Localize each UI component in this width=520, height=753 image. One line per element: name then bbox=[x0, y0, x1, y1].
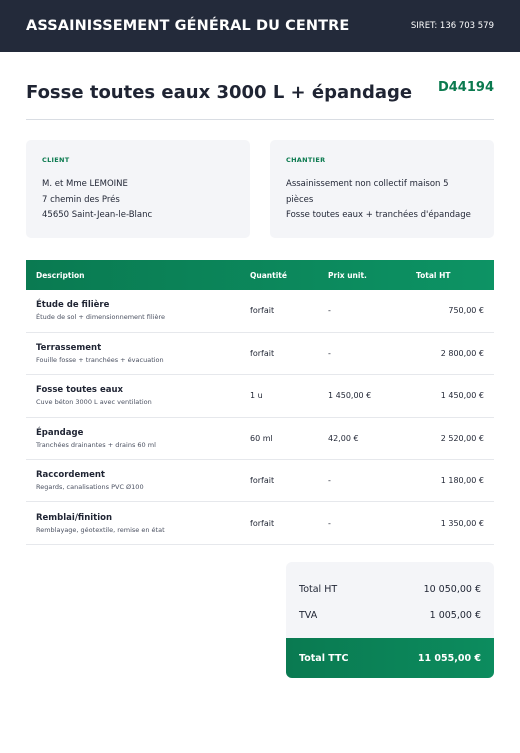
item-detail: Tranchées drainantes + drains 60 ml bbox=[36, 440, 156, 449]
row-quantity: forfait bbox=[241, 290, 319, 332]
total-ht-label: Total HT bbox=[299, 583, 338, 595]
row-description bbox=[26, 290, 241, 332]
row-quantity: forfait bbox=[241, 460, 319, 502]
row-unit-price: - bbox=[319, 332, 407, 374]
document-title: Fosse toutes eaux 3000 L + épandage bbox=[26, 82, 413, 103]
siret-number: SIRET: 136 703 579 bbox=[410, 21, 494, 31]
tva-row bbox=[286, 603, 494, 630]
client-card bbox=[26, 140, 250, 238]
item-name: Raccordement bbox=[36, 470, 105, 481]
total-ttc-label: Total TTC bbox=[299, 652, 349, 664]
table-row bbox=[26, 375, 494, 417]
client-name: M. et Mme LEMOINE bbox=[42, 179, 128, 189]
info-cards bbox=[26, 140, 494, 238]
item-detail: Cuve béton 3000 L avec ventilation bbox=[36, 398, 152, 407]
row-description bbox=[26, 375, 241, 417]
header-unit-price: Prix unit. bbox=[328, 270, 367, 280]
table-row bbox=[26, 290, 494, 332]
tva-label: TVA bbox=[299, 610, 318, 622]
row-total: 1 350,00 € bbox=[407, 502, 494, 544]
item-name: Remblai/finition bbox=[36, 512, 113, 523]
client-city: 45650 Saint-Jean-le-Blanc bbox=[42, 210, 153, 220]
row-unit-price: 1 450,00 € bbox=[319, 375, 407, 417]
row-total: 2 520,00 € bbox=[407, 417, 494, 459]
item-name: Fosse toutes eaux bbox=[36, 385, 123, 396]
row-total: 1 180,00 € bbox=[407, 460, 494, 502]
row-unit-price: - bbox=[319, 290, 407, 332]
item-detail: Étude de sol + dimensionnement filière bbox=[36, 313, 165, 322]
row-description bbox=[26, 460, 241, 502]
item-detail: Remblayage, géotextile, remise en état bbox=[36, 525, 165, 534]
total-ht-value: 10 050,00 € bbox=[423, 583, 481, 595]
client-label: CLIENT bbox=[42, 156, 70, 164]
total-ttc-value: 11 055,00 € bbox=[417, 652, 481, 664]
row-description bbox=[26, 332, 241, 374]
total-ht-row bbox=[286, 576, 494, 603]
header-description: Description bbox=[36, 270, 85, 280]
row-unit-price: - bbox=[319, 460, 407, 502]
items-table bbox=[26, 260, 494, 545]
table-row bbox=[26, 502, 494, 544]
row-total: 1 450,00 € bbox=[407, 375, 494, 417]
header-bar bbox=[0, 0, 520, 52]
row-description bbox=[26, 417, 241, 459]
table-row bbox=[26, 417, 494, 459]
chantier-line-2: Fosse toutes eaux + tranchées d'épandage bbox=[286, 210, 471, 220]
row-total: 750,00 € bbox=[407, 290, 494, 332]
row-description bbox=[26, 502, 241, 544]
item-name: Terrassement bbox=[36, 343, 102, 354]
chantier-label: CHANTIER bbox=[286, 156, 326, 164]
row-quantity: 60 ml bbox=[241, 417, 319, 459]
tva-value: 1 005,00 € bbox=[429, 610, 481, 622]
row-unit-price: 42,00 € bbox=[319, 417, 407, 459]
chantier-line-1: Assainissement non collectif maison 5 pièces bbox=[286, 179, 449, 205]
item-name: Étude de filière bbox=[36, 300, 110, 311]
client-street: 7 chemin des Prés bbox=[42, 194, 120, 205]
document-title-row bbox=[26, 80, 494, 120]
row-quantity: 1 u bbox=[241, 375, 319, 417]
row-unit-price: - bbox=[319, 502, 407, 544]
row-quantity: forfait bbox=[241, 332, 319, 374]
item-name: Épandage bbox=[36, 427, 84, 438]
totals-box bbox=[286, 562, 494, 678]
company-name: ASSAINISSEMENT GÉNÉRAL DU CENTRE bbox=[26, 18, 350, 34]
chantier-card bbox=[270, 140, 494, 238]
table-header-row bbox=[26, 260, 494, 290]
row-quantity: forfait bbox=[241, 502, 319, 544]
item-detail: Regards, canalisations PVC Ø100 bbox=[36, 483, 144, 492]
table-row bbox=[26, 460, 494, 502]
item-detail: Fouille fosse + tranchées + évacuation bbox=[36, 356, 164, 365]
document-number: D44194 bbox=[437, 80, 494, 95]
header-total: Total HT bbox=[416, 270, 451, 280]
table-row bbox=[26, 332, 494, 374]
row-total: 2 800,00 € bbox=[407, 332, 494, 374]
header-quantity: Quantité bbox=[250, 270, 287, 280]
total-ttc-row bbox=[286, 638, 494, 678]
